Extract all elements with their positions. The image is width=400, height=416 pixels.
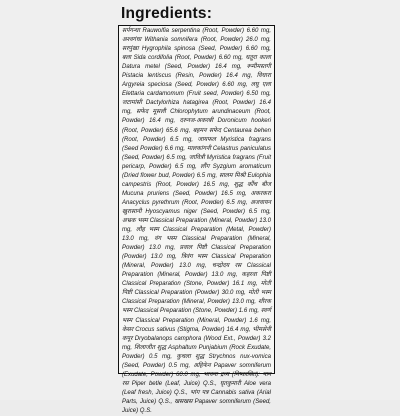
ingredients-heading: Ingredients:	[121, 5, 213, 22]
ingredients-panel	[118, 25, 275, 414]
ingredients-text: सर्पगन्धा Rauwolfia serpentina (Root, Powder) 6.60 mg, अश्वगंधा Withania somnifera (Root, Powder) 26.0 mg, सरपुंखा Hygrophila spinosa (Seed, Powder) 6.60 mg, बला Sida cordifolia (Root, Powder) 6.60 mg, धतूरा काला Datura metel (Seed, Powder) 16.4 mg, रूमीमस्तगी Pistacia lentiscus (Resin, Powder) 16.4 mg, विधारा Argyreia speciosa (Seed, Powder) 6.60 mg, लघु एला Elettaria cardamomum (Fruit seed, Powder) 6.50 mg, जटामांसी Dactylorhiza hatagirea (Root, Powder) 16.4 mg, सफेद मूसली Chlorophytum arundinaceum (Root, Powder) 16.4 mg, दरुनज-अकरबी Doronicum hookeri (Root, Powder) 65.6 mg, बहमन सफेद Centaurea behen (Root, Powder) 6.5 mg, जायफल Myristica fragrans (Seed Powder) 6.6 mg, मालकांगनी Celastrus paniculatus (Seed, Powder) 6.5 mg, जावित्री Myristica fragrans (Fruit pericarp, Powder) 6.5 mg, लौंग Syzgium aromaticum (Dried flower bud, Powder) 6.5 mg, सालम मिश्री Eulophia campestris (Root, Powder) 16.5 mg, शुद्ध कौंच बीज Mucuna pruriens (Seed, Powder) 16.5 mg, अकरकरा Anacyclus pyrethrum (Root, Powder) 6.5 mg, अजवायन खुरासानी Hyoscyamus niger (Seed, Powder) 6.5 mg, अभ्रक भस्म Classical Preparation (Mineral, Powder) 13.0 mg, लौह भस्म Classical Preparation (Metal, Powder) 13.0 mg, वंग भस्म Classical Preparation (Mineral, Powder) 13.0 mg, प्रवाल पिष्टी Classical Preparation (Powder) 13.0 mg, त्रिवंग भस्म Classical Preparation (Mineral, Powder) 13.0 mg, चन्द्रोदय रस Classical Preparation (Mineral, Powder) 13.0 mg, कहरवा पिष्टी Classical Preparation (Stone, Powder) 16.1 mg, मोती पिष्टी Classical Preparation (Powder) 30.0 mg, मोती भस्म Classical Preparation (Mineral, Powder) 13.0 mg, शीरक भस्म Classical Preparation (Stone, Powder) 1.6 mg, स्वर्ण भस्म Classical Preparation (Mineral, Powder) 1.6 mg, केसर Crocus sativus (Stigma, Powder) 16.4 mg, भीमसेनी कपूर Dryobalanops camphora (Wood Ext., Powder) 3.2 mg, शिलाजीत शुद्ध Asphaltum Punjabium (Rock Exudate, Powder) 0.5 mg, कुचला शुद्ध Strychnos nux-vomica (Seed, Powder) 0.5 mg, अहिफेन Papaver somniferum (Exudate, Powder) 60.0 mg, भावना द्रव्य (निष्कासित): पान रस Piper betle (Leaf, Juice) Q.S., घृतकुमारी Aloe vera (Leaf fresh, Juice) Q.S., भांग पत्र Cannabis sativa (Arial Parts, Juice) Q.S., खसखस Papaver somniferum (Seed, Juice) Q.S.	[122, 28, 271, 414]
